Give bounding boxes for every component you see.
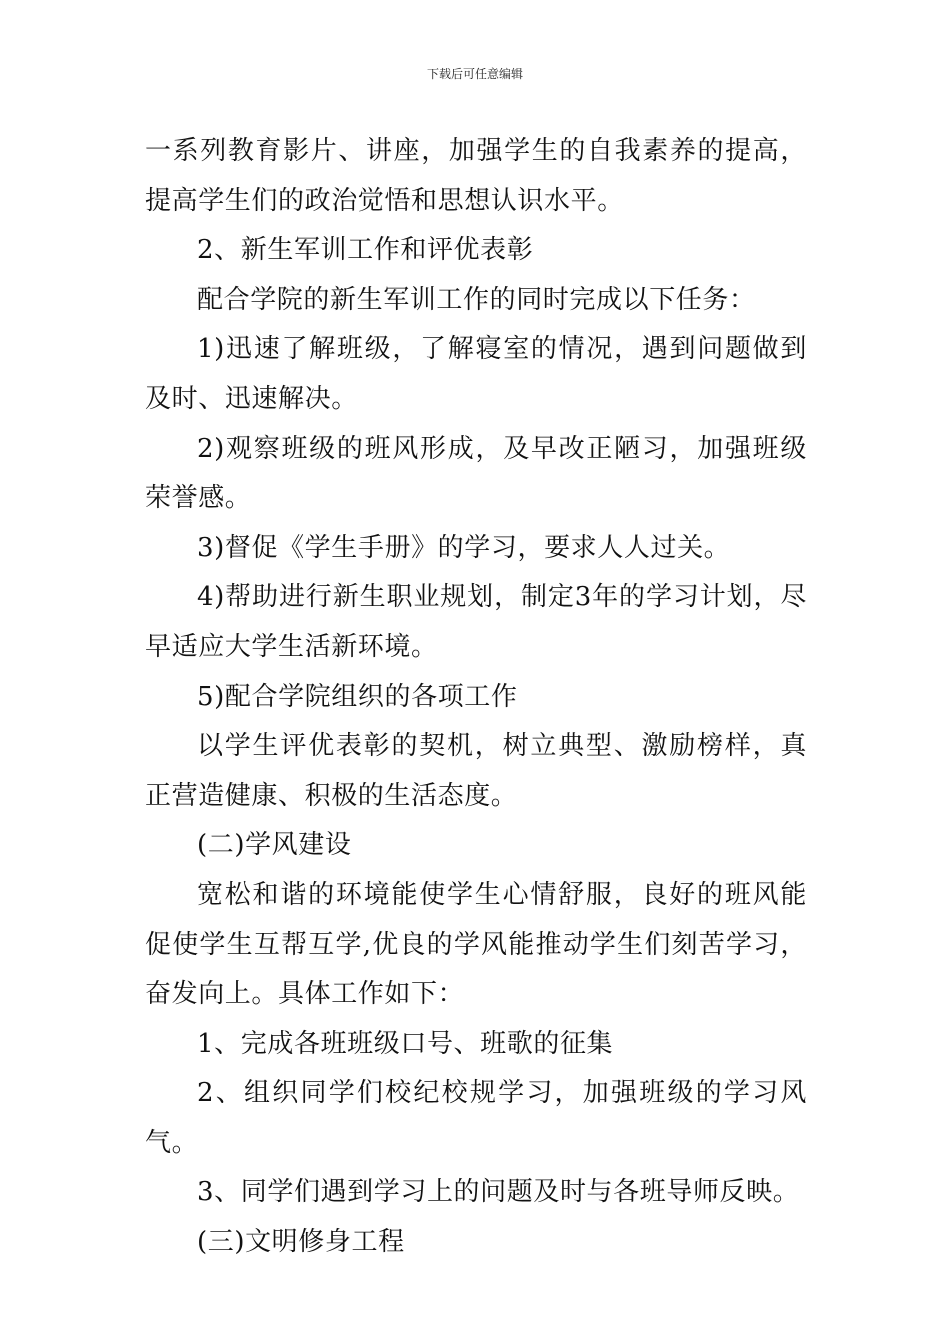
section-heading-civility: (三)文明修身工程 [197, 1227, 405, 1258]
page-header: 下载后可任意编辑 [426, 67, 523, 81]
list-item-4: 4)帮助进行新生职业规划，制定3年的学习计划，尽早适应大学生活新环境。 [145, 582, 807, 662]
paragraph-study-style: 宽松和谐的环境能使学生心情舒服，良好的班风能促使学生互帮互学,优良的学风能推动学生们刻苦学习，奋发向上。具体工作如下： [145, 879, 807, 1010]
section-heading-study-style: (二)学风建设 [197, 830, 352, 861]
section-heading-military-training: 2、新生军训工作和评优表彰 [197, 235, 534, 266]
work-item-3: 3、同学们遇到学习上的问题及时与各班导师反映。 [197, 1177, 800, 1208]
list-item-5: 5)配合学院组织的各项工作 [197, 681, 518, 712]
document-body [145, 127, 807, 1268]
list-item-3: 3)督促《学生手册》的学习，要求人人过关。 [197, 532, 731, 563]
list-item-2: 2)观察班级的班风形成，及早改正陋习，加强班级荣誉感。 [145, 433, 807, 514]
paragraph-tasks-intro: 配合学院的新生军训工作的同时完成以下任务： [197, 284, 756, 315]
work-item-1: 1、完成各班班级口号、班歌的征集 [197, 1028, 614, 1059]
work-item-2: 2、组织同学们校纪校规学习，加强班级的学习风气。 [145, 1078, 807, 1158]
paragraph-awards: 以学生评优表彰的契机，树立典型、激励榜样，真正营造健康、积极的生活态度。 [145, 731, 807, 811]
paragraph-continuation: 一系列教育影片、讲座，加强学生的自我素养的提高，提高学生们的政治觉悟和思想认识水平。 [145, 136, 807, 216]
list-item-1: 1)迅速了解班级，了解寝室的情况，遇到问题做到及时、迅速解决。 [145, 334, 807, 414]
